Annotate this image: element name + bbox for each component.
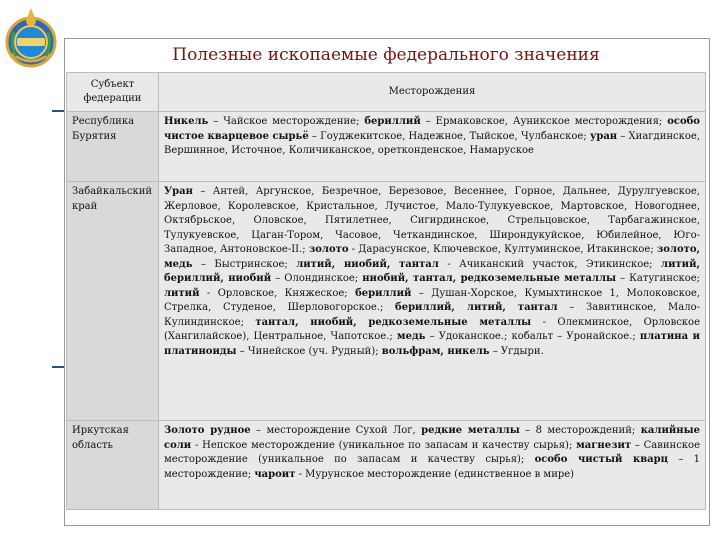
- mineral-name: уран: [589, 130, 618, 142]
- deposit-text: – Гоуджекитское, Надежное, Тыйское, Чулбанское;: [308, 130, 590, 142]
- left-accent-line: [52, 110, 64, 112]
- deposit-text: – месторождение Сухой Лог,: [250, 425, 422, 436]
- subject-cell: Иркутская область: [67, 421, 159, 510]
- mineral-name: калийные соли: [164, 425, 700, 451]
- mineral-name: золото, медь: [164, 244, 700, 270]
- deposit-text: – Катугинское;: [616, 273, 701, 284]
- mineral-name: литий, ниобий, тантал: [296, 258, 439, 270]
- mineral-name: литий: [164, 287, 200, 299]
- deposit-text: - Ачиканский участок, Этикинское;: [438, 258, 662, 270]
- mineral-name: медь: [396, 331, 426, 342]
- deposit-text: - Мурунское месторождение (единственное в мире): [295, 468, 575, 480]
- mineral-name: бериллий, литий, тантал: [395, 302, 558, 313]
- deposit-text: - Орловское, Княжеское;: [199, 287, 356, 299]
- deposit-text: – Ермаковское, Ауникское месторождения;: [420, 116, 668, 127]
- column-header-subject: Субъект федерации: [67, 73, 159, 112]
- left-accent-line: [52, 366, 64, 368]
- deposit-text: – Душан-Хорское, Кумыхтинское 1, Молоковское, Стрелка, Студеное, Шерловогорское.;: [164, 287, 700, 313]
- deposit-text: - Непское месторождение (уникальное по запасам и качеству сырья);: [191, 439, 577, 451]
- mineral-name: редкие металлы: [421, 425, 520, 436]
- mineral-name: особо чистый кварц: [534, 454, 669, 465]
- mineral-name: платина и платиноиды: [164, 331, 700, 357]
- deposit-text: – Хиагдинское, Вершинное, Источное, Количиканское, оретконденское, Намаруское: [164, 130, 700, 156]
- deposit-text: – Олондинское;: [271, 273, 363, 284]
- deposit-text: – Савинское месторождение (уникальное по запасам и качеству сырья);: [164, 439, 700, 465]
- deposit-text: – Чайское месторождение;: [208, 116, 365, 127]
- mineral-name: золото: [308, 244, 349, 255]
- table-row: [67, 421, 706, 510]
- mineral-name: вольфрам, никель: [381, 345, 490, 357]
- mineral-name: ниобий, тантал, редкоземельные металлы: [362, 273, 617, 284]
- deposits-cell: [159, 421, 706, 510]
- deposits-cell: [159, 182, 706, 421]
- deposits-table: [66, 72, 706, 510]
- deposit-text: – 1 месторождение;: [164, 454, 700, 480]
- mineral-name: магнезит: [576, 439, 632, 451]
- page-title: Полезные ископаемые федерального значения: [172, 45, 600, 65]
- mineral-name: Никель: [164, 116, 209, 127]
- deposit-text: - Олекминское, Орловское (Хангилайское), Центральное, Чапотское.;: [164, 316, 700, 342]
- republic-emblem-icon: [2, 2, 60, 74]
- deposit-text: – Антей, Аргунское, Безречное, Березовое, Весеннее, Горное, Дальнее, Дурулгуевское, Жерловое, Королевское, Кристальное, Лучистое, Мало-Тулукуевское, Мартовское, Новогоднее, Октябрьское, Оловское, Пятилетнее, Сигирдинское, Стрельцовское, Тарбагажинское, Тулукуевское, Цаган-Тором, Часовое, Четкандинское, Широндукуйское, Юбилейное, Юго-Западное, Антоновское-II.;: [164, 186, 700, 255]
- table-header-row: [67, 73, 706, 112]
- subject-cell: Забайкальский край: [67, 182, 159, 421]
- mineral-name: бериллий: [364, 116, 421, 127]
- mineral-name: особо чистое кварцевое сырьё: [164, 116, 700, 142]
- mineral-name: Золото рудное: [164, 425, 251, 436]
- table-row: [67, 182, 706, 421]
- deposit-text: - Дарасунское, Ключевское, Култуминское, Итакинское;: [348, 244, 657, 255]
- mineral-name: литий, бериллий, ниобий: [164, 258, 700, 284]
- mineral-name: тантал, ниобий, редкоземельные металлы: [255, 316, 532, 328]
- deposit-text: – Удоканское.; кобальт – Уронайское.;: [425, 331, 640, 342]
- table-row: [67, 112, 706, 182]
- mineral-name: бериллий: [355, 287, 412, 299]
- mineral-name: Уран: [164, 186, 193, 197]
- deposit-text: – Чинейское (уч. Рудный);: [236, 345, 382, 357]
- deposit-text: – Завитинское, Мало-Кулиндинское;: [164, 302, 700, 328]
- column-header-deposits: Месторождения: [159, 73, 706, 112]
- mineral-name: чароит: [254, 468, 296, 480]
- deposits-cell: [159, 112, 706, 182]
- subject-cell: Республика Бурятия: [67, 112, 159, 182]
- deposit-text: – Быстринское;: [192, 258, 297, 270]
- deposit-text: – Угдыри.: [489, 345, 544, 357]
- deposit-text: – 8 месторождений;: [519, 425, 641, 436]
